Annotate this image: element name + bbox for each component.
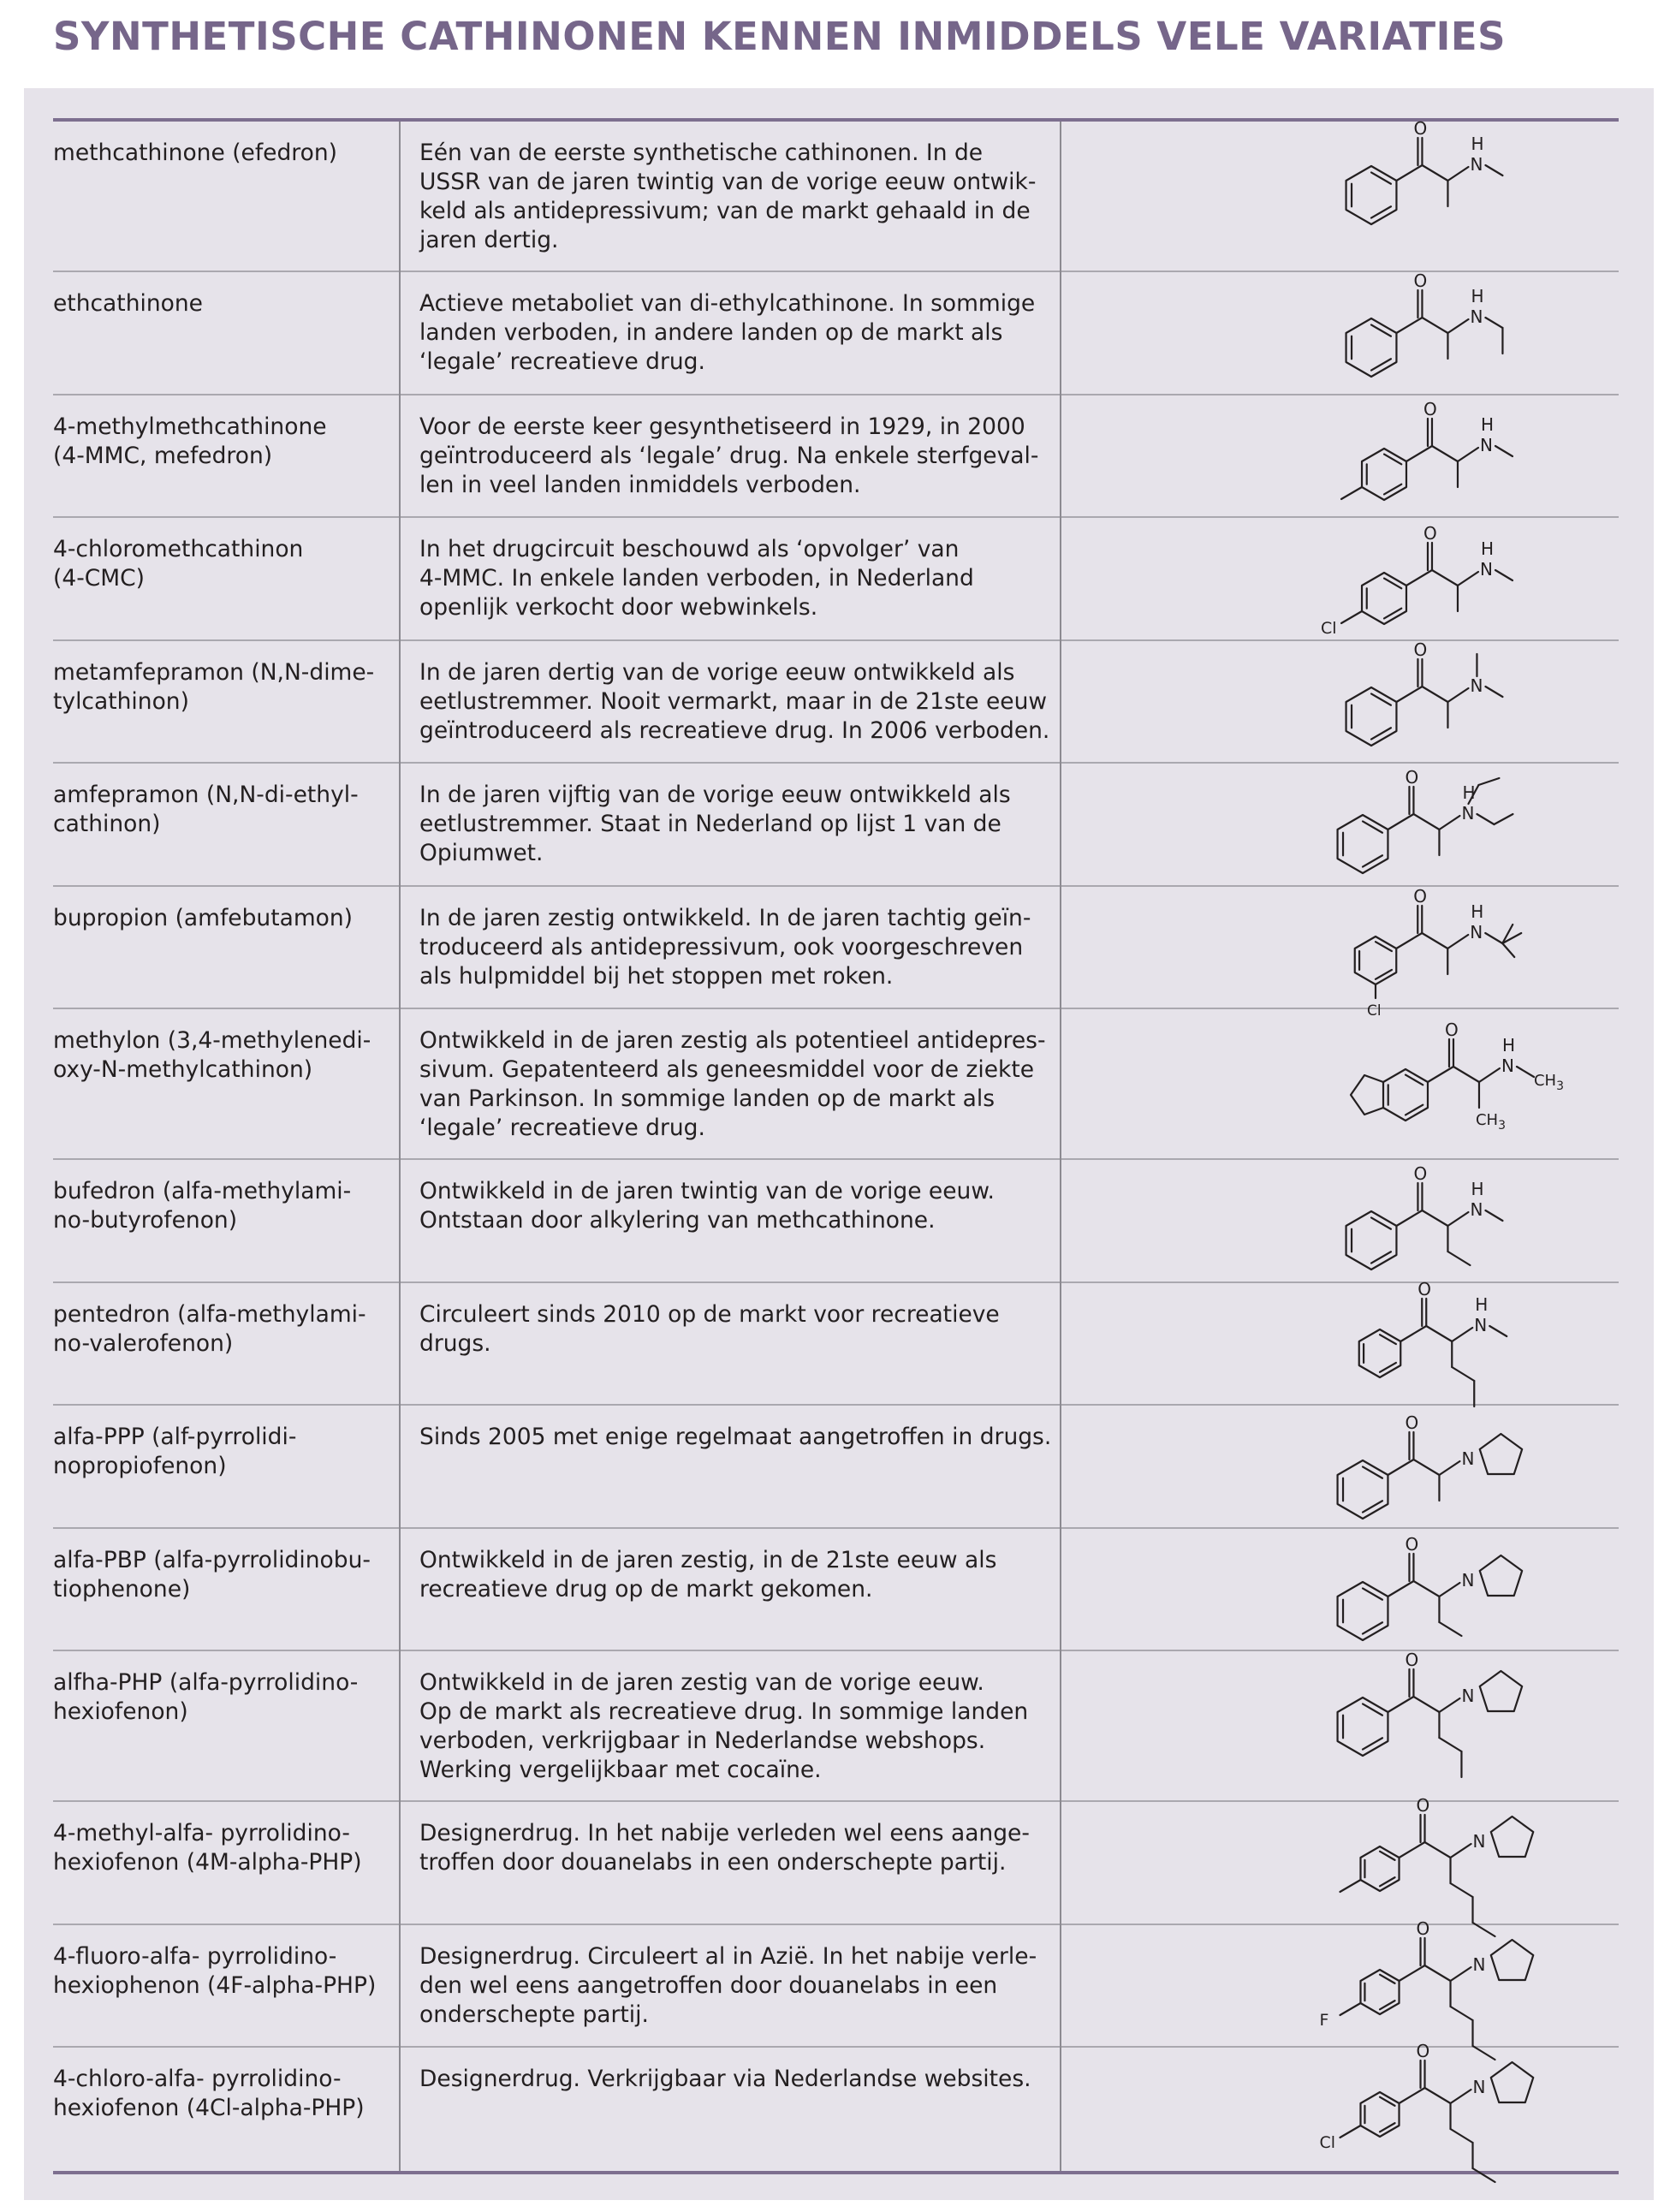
svg-text:Cl: Cl xyxy=(1321,619,1337,638)
compound-name: 4-chloro-alfa- pyrrolidino- hexiofenon (4Cl-alpha-PHP) xyxy=(53,2066,365,2121)
svg-text:N: N xyxy=(1470,675,1483,696)
compound-description: In de jaren dertig van de vorige eeuw ontwikkeld als eetlustremmer. Nooit vermarkt, maar in de 21ste eeuw geïntroduceerd als recreatieve drug. In 2006 verboden. xyxy=(419,658,1050,744)
table-row xyxy=(53,1918,1619,2048)
svg-text:CH3: $CH_3$ xyxy=(1475,1111,1507,1133)
svg-text:N: N xyxy=(1470,1199,1483,1220)
table-row xyxy=(53,395,1619,519)
svg-text:H: H xyxy=(1462,782,1476,803)
compound-name: metamfepramon (N,N-dime- tylcathinon) xyxy=(53,658,375,715)
svg-text:N: N xyxy=(1470,154,1483,175)
svg-text:CH3: $CH_3$ xyxy=(1533,1072,1565,1093)
4cmc-structure xyxy=(1226,523,1602,638)
compound-name: alfha-PHP (alfa-pyrrolidino- hexiofenon) xyxy=(53,1669,359,1725)
compound-description: Sinds 2005 met enige regelmaat aangetroffen in drugs. xyxy=(419,1424,1052,1450)
svg-text:H: H xyxy=(1471,286,1484,306)
column-divider-2 xyxy=(1060,122,1061,2171)
svg-text:H: H xyxy=(1475,1293,1489,1315)
compound-description: In de jaren zestig ontwikkeld. In de jaren tachtig geïn- troduceerd als antidepressivum, ook voorgeschreven als hulpmiddel bij het stoppen met roken. xyxy=(419,904,1031,990)
ethcathinone-structure xyxy=(1226,271,1602,389)
table-row xyxy=(53,118,1619,272)
svg-text:N: N xyxy=(1474,1314,1488,1335)
table-row xyxy=(53,1529,1619,1652)
table-row xyxy=(53,764,1619,887)
svg-text:O: O xyxy=(1405,767,1419,788)
svg-text:H: H xyxy=(1480,538,1495,559)
pentedrone-structure xyxy=(1226,1278,1602,1400)
structural-formula xyxy=(1226,1650,1602,1768)
table-row xyxy=(53,1651,1619,1802)
svg-text:N: N xyxy=(1472,2077,1486,2097)
compound-name: 4-fluoro-alfa- pyrrolidino- hexiophenon (4F-alpha-PHP) xyxy=(53,1942,377,1999)
svg-text:O: O xyxy=(1405,1412,1419,1433)
methcathinone-structure xyxy=(1226,118,1602,238)
compound-name: methcathinone (efedron) xyxy=(53,140,337,166)
svg-text:O: O xyxy=(1423,398,1437,419)
table-row xyxy=(53,518,1619,641)
compound-name: amfepramon (N,N-di-ethyl- cathinon) xyxy=(53,782,359,837)
table-bottom-rule xyxy=(53,2171,1619,2174)
compound-name: 4-chloromethcathinon (4-CMC) xyxy=(53,536,304,592)
structural-formula xyxy=(1226,523,1602,638)
structural-formula xyxy=(1226,398,1602,512)
structural-formula xyxy=(1226,1795,1602,1918)
svg-text:H: H xyxy=(1480,413,1495,435)
svg-text:O: O xyxy=(1413,639,1428,660)
alpha-pbp-structure xyxy=(1226,1533,1602,1645)
4f-alpha-php-structure xyxy=(1226,1918,1602,2042)
table-row xyxy=(53,272,1619,395)
alpha-php-structure xyxy=(1226,1650,1602,1768)
svg-text:O: O xyxy=(1413,271,1428,291)
compound-description: Circuleert sinds 2010 op de markt voor recreatieve drugs. xyxy=(419,1300,1000,1357)
table-row xyxy=(53,641,1619,764)
svg-text:N: N xyxy=(1461,1569,1475,1591)
compound-name: methylon (3,4-methylenedi- oxy-N-methylcathinon) xyxy=(53,1027,371,1083)
svg-text:N: N xyxy=(1470,921,1483,942)
svg-text:O: O xyxy=(1405,1650,1419,1670)
svg-text:Cl: Cl xyxy=(1367,1002,1382,1020)
svg-text:N: N xyxy=(1479,559,1493,580)
svg-text:H: H xyxy=(1501,1035,1516,1055)
4m-alpha-php-structure xyxy=(1226,1795,1602,1918)
structural-formula xyxy=(1226,1016,1602,1133)
compound-description: Ontwikkeld in de jaren zestig, in de 21ste eeuw als recreatieve drug op de markt gekomen. xyxy=(419,1546,997,1603)
compound-name: alfa-PPP (alf-pyrrolidi- nopropiofenon) xyxy=(53,1424,297,1479)
svg-text:O: O xyxy=(1423,523,1437,544)
structural-formula xyxy=(1226,1278,1602,1400)
amfepramone-structure xyxy=(1226,767,1602,880)
metamfepramone-structure xyxy=(1226,639,1602,758)
compound-description: In het drugcircuit beschouwd als ‘opvolger’ van 4-MMC. In enkele landen verboden, in Nederland openlijk verkocht door webwinkels. xyxy=(419,536,974,621)
table-row xyxy=(53,1406,1619,1529)
buphedrone-structure xyxy=(1226,1163,1602,1276)
svg-text:N: N xyxy=(1501,1055,1514,1076)
compound-description: Designerdrug. In het nabije verleden wel eens aange- troffen door douanelabs in een onderschepte partij. xyxy=(419,1820,1030,1876)
svg-text:N: N xyxy=(1472,1953,1486,1975)
compound-description: In de jaren vijftig van de vorige eeuw ontwikkeld als eetlustremmer. Staat in Nederland op lijst 1 van de Opiumwet. xyxy=(419,782,1011,866)
table-row xyxy=(53,1160,1619,1283)
structural-formula xyxy=(1226,118,1602,238)
compound-description: Ontwikkeld in de jaren zestig als potentieel antidepres- sivum. Gepatenteerd als geneesmiddel voor de ziekte van Parkinson. In sommige landen op de markt als ‘legale’ recreatieve drug. xyxy=(419,1027,1046,1141)
table-row xyxy=(53,1009,1619,1160)
compound-name: alfa-PBP (alfa-pyrrolidinobu- tiophenone) xyxy=(53,1546,371,1603)
svg-text:H: H xyxy=(1471,1179,1484,1199)
mephedrone-structure xyxy=(1226,398,1602,512)
compound-description: Voor de eerste keer gesynthetiseerd in 1929, in 2000 geïntroduceerd als ‘legale’ drug. Na enkele sterfgeval- len in veel landen inmiddels verboden. xyxy=(419,413,1039,498)
svg-text:O: O xyxy=(1413,885,1427,907)
svg-text:N: N xyxy=(1461,803,1475,824)
structural-formula xyxy=(1226,1533,1602,1645)
structural-formula xyxy=(1226,639,1602,758)
compound-description: Designerdrug. Verkrijgbaar via Nederlandse websites. xyxy=(419,2066,1031,2092)
structural-formula xyxy=(1226,1163,1602,1276)
svg-text:O: O xyxy=(1413,1163,1428,1184)
table-row xyxy=(53,2041,1619,2171)
svg-text:O: O xyxy=(1416,1918,1430,1939)
table-row xyxy=(53,885,1619,1020)
compound-description: Ontwikkeld in de jaren twintig van de vorige eeuw. Ontstaan door alkylering van methcathinone. xyxy=(419,1178,995,1234)
methylone-structure xyxy=(1226,1016,1602,1133)
svg-text:O: O xyxy=(1416,1795,1430,1816)
structural-formula xyxy=(1226,271,1602,389)
svg-text:O: O xyxy=(1405,1533,1419,1555)
compound-name: bupropion (amfebutamon) xyxy=(53,904,354,931)
compound-name: pentedron (alfa-methylami- no-valerofenon) xyxy=(53,1300,366,1357)
svg-text:N: N xyxy=(1461,1448,1475,1469)
svg-text:Cl: Cl xyxy=(1319,2133,1336,2152)
page-title: SYNTHETISCHE CATHINONEN KENNEN INMIDDELS VELE VARIATIES xyxy=(53,14,1506,59)
4cl-alpha-php-structure xyxy=(1226,2041,1602,2164)
structural-formula xyxy=(1226,1412,1602,1522)
svg-text:N: N xyxy=(1479,434,1493,455)
compound-name: ethcathinone xyxy=(53,290,203,317)
structural-formula xyxy=(1226,2041,1602,2164)
compound-description: Eén van de eerste synthetische cathinonen. In de USSR van de jaren twintig van de vorige eeuw ontwik- keld als antidepressivum; van de markt gehaald in de jaren dertig. xyxy=(419,140,1037,253)
structural-formula xyxy=(1226,767,1602,880)
bupropion-structure xyxy=(1226,885,1602,1020)
table-row xyxy=(53,1795,1619,1925)
svg-text:F: F xyxy=(1319,2010,1329,2030)
compound-name: bufedron (alfa-methylami- no-butyrofenon) xyxy=(53,1178,352,1234)
svg-text:O: O xyxy=(1416,2041,1430,2061)
compound-description: Actieve metaboliet van di-ethylcathinone. In sommige landen verboden, in andere landen op de markt als ‘legale’ recreatieve drug. xyxy=(419,290,1036,375)
svg-text:H: H xyxy=(1471,134,1484,154)
svg-text:H: H xyxy=(1471,901,1484,922)
svg-text:N: N xyxy=(1461,1686,1475,1706)
svg-text:N: N xyxy=(1472,1831,1486,1852)
column-divider-1 xyxy=(399,122,401,2171)
svg-text:O: O xyxy=(1444,1020,1459,1040)
svg-text:O: O xyxy=(1417,1278,1431,1299)
compound-description: Ontwikkeld in de jaren zestig van de vorige eeuw. Op de markt als recreatieve drug. In sommige landen verboden, verkrijgbaar in Nederlandse webshops. Werking vergelijkbaar met cocaïne. xyxy=(419,1669,1029,1783)
compound-name: 4-methylmethcathinone (4-MMC, mefedron) xyxy=(53,413,327,469)
structural-formula xyxy=(1226,885,1602,1020)
cathinones-table xyxy=(53,118,1619,2171)
compound-description: Designerdrug. Circuleert al in Azië. In het nabije verle- den wel eens aangetroffen door douanelabs in een onderschepte partij. xyxy=(419,1942,1037,2028)
structural-formula xyxy=(1226,1918,1602,2042)
table-row xyxy=(53,1278,1619,1406)
compound-name: 4-methyl-alfa- pyrrolidino- hexiofenon (4M-alpha-PHP) xyxy=(53,1820,362,1876)
alpha-ppp-structure xyxy=(1226,1412,1602,1522)
svg-text:O: O xyxy=(1413,118,1428,139)
svg-text:N: N xyxy=(1470,306,1483,327)
